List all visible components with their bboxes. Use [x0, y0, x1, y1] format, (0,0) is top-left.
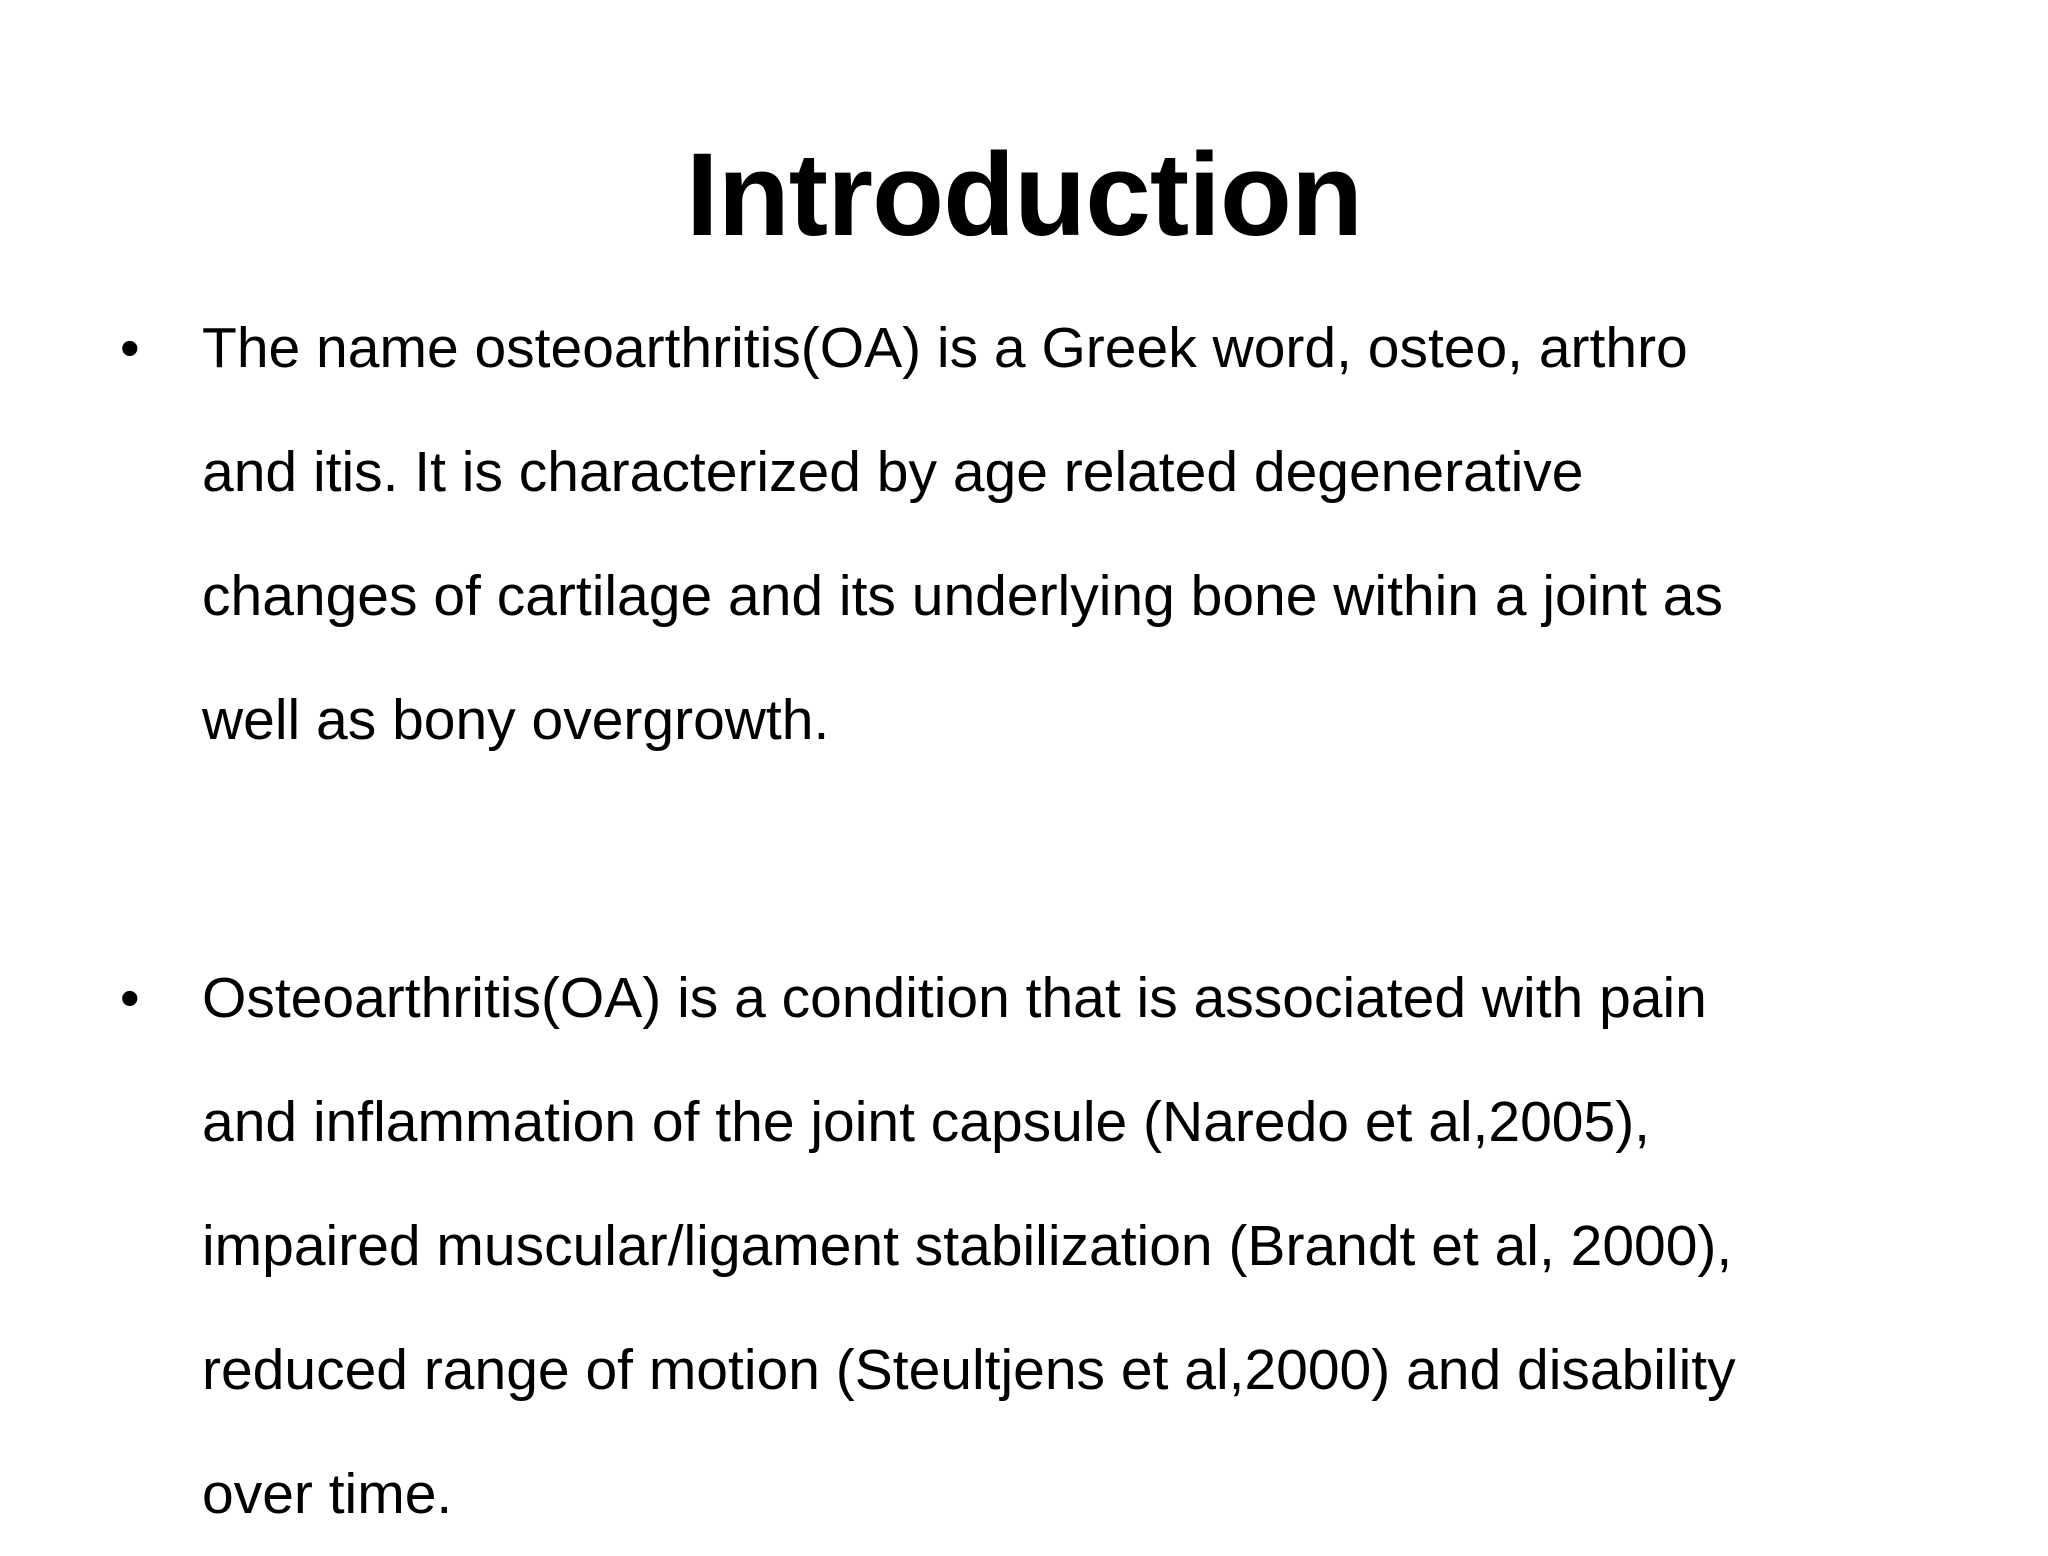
slide-title: Introduction	[685, 129, 1363, 261]
bullet-item	[120, 936, 1940, 1556]
bullet-marker: •	[120, 966, 140, 1029]
bullet-text: Osteoarthritis(OA) is a condition that is associated with pain and inflammation of the joint capsule (Naredo et al,2005), impaired muscular/ligament stabilization (Brandt et al, 2000), reduced range of motion (Steultjens et al,2000) and disability over time.	[202, 966, 1736, 1526]
bullet-text: The name osteoarthritis(OA) is a Greek word, osteo, arthro and itis. It is characterized by age related degenerative changes of cartilage and its underlying bone within a joint as well as bony overgrowth.	[202, 316, 1723, 752]
bullet-marker: •	[120, 316, 140, 379]
bullet-item	[120, 286, 1940, 782]
